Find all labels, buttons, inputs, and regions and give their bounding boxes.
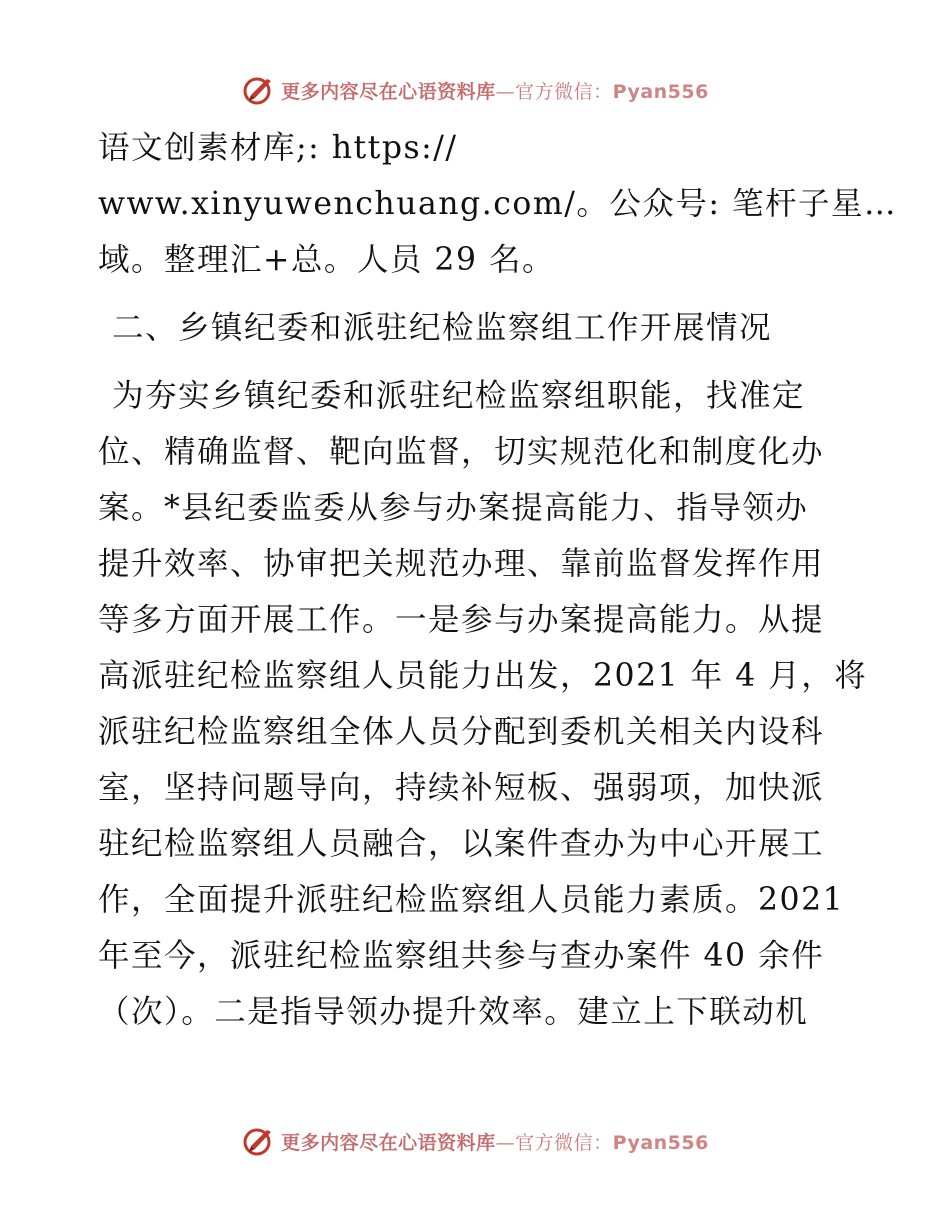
- watermark-text: [281, 1128, 709, 1155]
- watermark-text: [281, 77, 709, 104]
- watermark-dash: —: [495, 1131, 516, 1154]
- watermark-official: 官方微信：: [515, 1131, 613, 1154]
- paragraph-line: 高派驻纪检监察组人员能力出发，2021 年 4 月，将: [98, 658, 868, 694]
- paragraph-line: 案。*县纪委监委从参与办案提高能力、指导领办: [98, 490, 809, 526]
- body-line-3: 域。整理汇+总。人员 29 名。: [98, 242, 556, 278]
- paragraph-line: 年至今，派驻纪检监察组共参与查办案件 40 余件: [98, 938, 825, 974]
- watermark-header: [0, 70, 950, 110]
- paragraph-line: 作，全面提升派驻纪检监察组人员能力素质。2021: [98, 882, 845, 918]
- section-heading: 二、乡镇纪委和派驻纪检监察组工作开展情况: [112, 310, 773, 346]
- pen-logo-icon: [241, 1124, 275, 1158]
- document-body: [98, 120, 897, 1040]
- paragraph-line: 为夯实乡镇纪委和派驻纪检监察组职能，找准定: [112, 378, 806, 414]
- pen-logo-icon: [241, 73, 275, 107]
- watermark-official: 官方微信：: [515, 80, 613, 103]
- paragraph-line: 室，坚持问题导向，持续补短板、强弱项，加快派: [98, 770, 825, 806]
- body-line-2: www.xinyuwenchuang.com/。公众号: 笔杆子星…: [98, 186, 897, 222]
- watermark-brand: 更多内容尽在心语资料库: [281, 1131, 496, 1154]
- paragraph-line: 位、精确监督、靶向监督，切实规范化和制度化办: [98, 434, 825, 470]
- body-line-1: 语文创素材库;: https://: [98, 130, 458, 166]
- paragraph-line: 提升效率、协审把关规范办理、靠前监督发挥作用: [98, 546, 825, 582]
- watermark-wechat: Pyan556: [612, 80, 709, 103]
- watermark-wechat: Pyan556: [612, 1131, 709, 1154]
- paragraph-line: （次）。二是指导领办提升效率。建立上下联动机: [98, 994, 809, 1030]
- watermark-footer: [0, 1121, 950, 1161]
- watermark-brand: 更多内容尽在心语资料库: [281, 80, 496, 103]
- paragraph-line: 等多方面开展工作。一是参与办案提高能力。从提: [98, 602, 825, 638]
- paragraph-line: 派驻纪检监察组全体人员分配到委机关相关内设科: [98, 714, 825, 750]
- paragraph-line: 驻纪检监察组人员融合，以案件查办为中心开展工: [98, 826, 825, 862]
- watermark-dash: —: [495, 80, 516, 103]
